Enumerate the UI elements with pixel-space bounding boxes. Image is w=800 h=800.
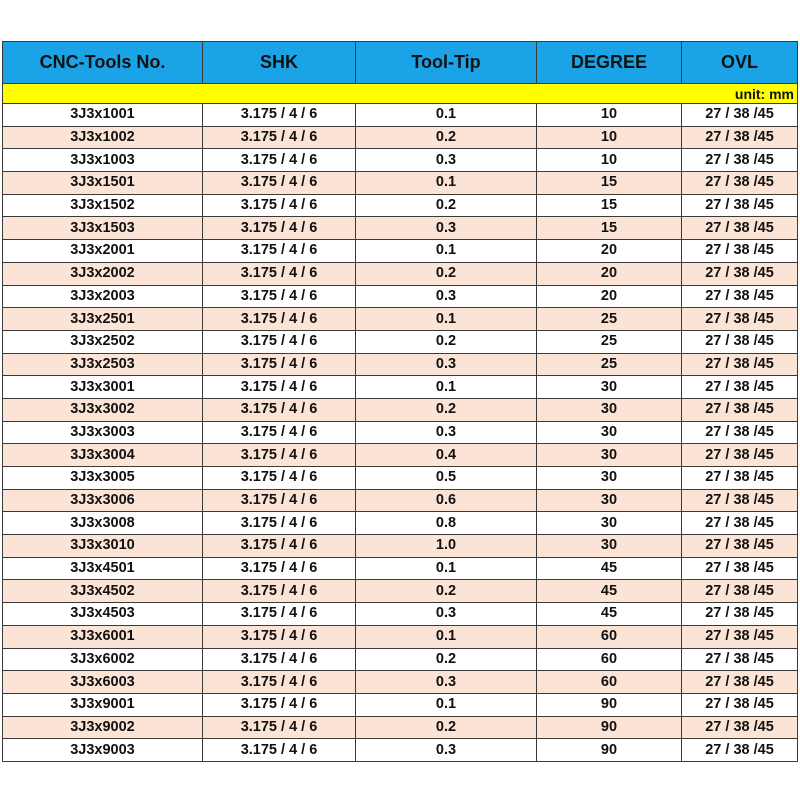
cell-shk: 3.175 / 4 / 6 bbox=[203, 149, 356, 172]
table-row bbox=[3, 467, 798, 490]
cell-ovl: 27 / 38 /45 bbox=[682, 603, 798, 626]
header-shk: SHK bbox=[203, 42, 356, 84]
cell-tool-number: 3J3x4502 bbox=[3, 580, 203, 603]
cell-tool-tip: 0.3 bbox=[356, 421, 537, 444]
unit-section bbox=[3, 84, 798, 104]
cell-ovl: 27 / 38 /45 bbox=[682, 739, 798, 762]
cell-tool-number: 3J3x2002 bbox=[3, 262, 203, 285]
cell-tool-number: 3J3x6003 bbox=[3, 671, 203, 694]
cell-shk: 3.175 / 4 / 6 bbox=[203, 489, 356, 512]
table-body bbox=[3, 104, 798, 762]
cell-tool-number: 3J3x3003 bbox=[3, 421, 203, 444]
cell-ovl: 27 / 38 /45 bbox=[682, 489, 798, 512]
cell-shk: 3.175 / 4 / 6 bbox=[203, 444, 356, 467]
cell-degree: 15 bbox=[537, 194, 682, 217]
header-ovl: OVL bbox=[682, 42, 798, 84]
table-row bbox=[3, 308, 798, 331]
cell-ovl: 27 / 38 /45 bbox=[682, 308, 798, 331]
cell-ovl: 27 / 38 /45 bbox=[682, 625, 798, 648]
cell-ovl: 27 / 38 /45 bbox=[682, 580, 798, 603]
cell-ovl: 27 / 38 /45 bbox=[682, 217, 798, 240]
cell-tool-number: 3J3x3005 bbox=[3, 467, 203, 490]
table-row bbox=[3, 353, 798, 376]
cell-degree: 30 bbox=[537, 512, 682, 535]
cell-ovl: 27 / 38 /45 bbox=[682, 240, 798, 263]
cell-tool-tip: 0.3 bbox=[356, 149, 537, 172]
table-row bbox=[3, 240, 798, 263]
spec-table-container bbox=[2, 41, 797, 762]
cell-degree: 20 bbox=[537, 262, 682, 285]
cell-shk: 3.175 / 4 / 6 bbox=[203, 104, 356, 127]
cell-ovl: 27 / 38 /45 bbox=[682, 671, 798, 694]
cell-degree: 45 bbox=[537, 603, 682, 626]
cell-tool-tip: 0.4 bbox=[356, 444, 537, 467]
cell-shk: 3.175 / 4 / 6 bbox=[203, 126, 356, 149]
cell-degree: 25 bbox=[537, 330, 682, 353]
cell-shk: 3.175 / 4 / 6 bbox=[203, 535, 356, 558]
header-cnc-tools-no: CNC-Tools No. bbox=[3, 42, 203, 84]
cell-ovl: 27 / 38 /45 bbox=[682, 353, 798, 376]
cell-tool-number: 3J3x6002 bbox=[3, 648, 203, 671]
cell-degree: 30 bbox=[537, 398, 682, 421]
cell-degree: 60 bbox=[537, 625, 682, 648]
cell-degree: 25 bbox=[537, 308, 682, 331]
cell-ovl: 27 / 38 /45 bbox=[682, 693, 798, 716]
table-row bbox=[3, 104, 798, 127]
cell-degree: 45 bbox=[537, 557, 682, 580]
cell-ovl: 27 / 38 /45 bbox=[682, 172, 798, 195]
table-row bbox=[3, 217, 798, 240]
cell-tool-number: 3J3x4501 bbox=[3, 557, 203, 580]
cell-degree: 90 bbox=[537, 739, 682, 762]
cell-tool-tip: 0.3 bbox=[356, 671, 537, 694]
cell-tool-number: 3J3x9003 bbox=[3, 739, 203, 762]
cell-shk: 3.175 / 4 / 6 bbox=[203, 580, 356, 603]
cell-tool-number: 3J3x9001 bbox=[3, 693, 203, 716]
cell-tool-tip: 0.2 bbox=[356, 398, 537, 421]
table-row bbox=[3, 421, 798, 444]
cell-tool-tip: 0.3 bbox=[356, 217, 537, 240]
cell-ovl: 27 / 38 /45 bbox=[682, 444, 798, 467]
cell-ovl: 27 / 38 /45 bbox=[682, 126, 798, 149]
cell-degree: 30 bbox=[537, 535, 682, 558]
table-row bbox=[3, 285, 798, 308]
cell-shk: 3.175 / 4 / 6 bbox=[203, 512, 356, 535]
cell-shk: 3.175 / 4 / 6 bbox=[203, 671, 356, 694]
table-row bbox=[3, 398, 798, 421]
cell-shk: 3.175 / 4 / 6 bbox=[203, 716, 356, 739]
cell-tool-tip: 0.1 bbox=[356, 172, 537, 195]
cell-ovl: 27 / 38 /45 bbox=[682, 194, 798, 217]
cell-shk: 3.175 / 4 / 6 bbox=[203, 467, 356, 490]
cell-tool-tip: 0.3 bbox=[356, 603, 537, 626]
cell-ovl: 27 / 38 /45 bbox=[682, 330, 798, 353]
cell-degree: 30 bbox=[537, 421, 682, 444]
cell-ovl: 27 / 38 /45 bbox=[682, 149, 798, 172]
cell-degree: 60 bbox=[537, 648, 682, 671]
cell-ovl: 27 / 38 /45 bbox=[682, 398, 798, 421]
cell-tool-tip: 0.3 bbox=[356, 739, 537, 762]
cell-degree: 15 bbox=[537, 217, 682, 240]
cell-tool-tip: 0.5 bbox=[356, 467, 537, 490]
cell-tool-number: 3J3x9002 bbox=[3, 716, 203, 739]
cell-tool-tip: 0.2 bbox=[356, 262, 537, 285]
table-row bbox=[3, 648, 798, 671]
cell-shk: 3.175 / 4 / 6 bbox=[203, 194, 356, 217]
cell-shk: 3.175 / 4 / 6 bbox=[203, 285, 356, 308]
cell-degree: 30 bbox=[537, 444, 682, 467]
table-row bbox=[3, 330, 798, 353]
cell-tool-number: 3J3x1503 bbox=[3, 217, 203, 240]
cell-shk: 3.175 / 4 / 6 bbox=[203, 376, 356, 399]
cell-tool-tip: 0.2 bbox=[356, 126, 537, 149]
spec-table bbox=[2, 41, 798, 762]
cell-shk: 3.175 / 4 / 6 bbox=[203, 172, 356, 195]
table-row bbox=[3, 489, 798, 512]
table-row bbox=[3, 512, 798, 535]
cell-degree: 20 bbox=[537, 285, 682, 308]
cell-tool-tip: 0.2 bbox=[356, 194, 537, 217]
cell-shk: 3.175 / 4 / 6 bbox=[203, 398, 356, 421]
table-row bbox=[3, 535, 798, 558]
cell-shk: 3.175 / 4 / 6 bbox=[203, 648, 356, 671]
cell-shk: 3.175 / 4 / 6 bbox=[203, 421, 356, 444]
unit-label: unit: mm bbox=[3, 84, 798, 104]
cell-tool-tip: 0.3 bbox=[356, 285, 537, 308]
cell-tool-number: 3J3x1002 bbox=[3, 126, 203, 149]
cell-tool-number: 3J3x1001 bbox=[3, 104, 203, 127]
table-row bbox=[3, 172, 798, 195]
cell-shk: 3.175 / 4 / 6 bbox=[203, 308, 356, 331]
header-row bbox=[3, 42, 798, 84]
table-row bbox=[3, 693, 798, 716]
table-row bbox=[3, 739, 798, 762]
cell-degree: 30 bbox=[537, 376, 682, 399]
cell-tool-tip: 0.1 bbox=[356, 557, 537, 580]
cell-degree: 10 bbox=[537, 149, 682, 172]
cell-tool-number: 3J3x6001 bbox=[3, 625, 203, 648]
cell-ovl: 27 / 38 /45 bbox=[682, 557, 798, 580]
cell-tool-number: 3J3x3001 bbox=[3, 376, 203, 399]
table-row bbox=[3, 557, 798, 580]
table-row bbox=[3, 580, 798, 603]
table-header bbox=[3, 42, 798, 84]
cell-degree: 90 bbox=[537, 716, 682, 739]
cell-ovl: 27 / 38 /45 bbox=[682, 512, 798, 535]
cell-tool-tip: 1.0 bbox=[356, 535, 537, 558]
cell-degree: 90 bbox=[537, 693, 682, 716]
cell-tool-tip: 0.1 bbox=[356, 308, 537, 331]
cell-tool-number: 3J3x2503 bbox=[3, 353, 203, 376]
cell-ovl: 27 / 38 /45 bbox=[682, 262, 798, 285]
cell-tool-number: 3J3x3004 bbox=[3, 444, 203, 467]
cell-shk: 3.175 / 4 / 6 bbox=[203, 693, 356, 716]
cell-shk: 3.175 / 4 / 6 bbox=[203, 353, 356, 376]
header-tool-tip: Tool-Tip bbox=[356, 42, 537, 84]
cell-ovl: 27 / 38 /45 bbox=[682, 467, 798, 490]
cell-tool-tip: 0.1 bbox=[356, 376, 537, 399]
cell-ovl: 27 / 38 /45 bbox=[682, 648, 798, 671]
cell-tool-tip: 0.3 bbox=[356, 353, 537, 376]
cell-tool-number: 3J3x3010 bbox=[3, 535, 203, 558]
cell-tool-tip: 0.1 bbox=[356, 625, 537, 648]
table-row bbox=[3, 194, 798, 217]
cell-tool-tip: 0.1 bbox=[356, 104, 537, 127]
table-row bbox=[3, 716, 798, 739]
cell-tool-tip: 0.2 bbox=[356, 648, 537, 671]
cell-tool-number: 3J3x3006 bbox=[3, 489, 203, 512]
cell-tool-tip: 0.8 bbox=[356, 512, 537, 535]
cell-tool-tip: 0.1 bbox=[356, 240, 537, 263]
table-row bbox=[3, 625, 798, 648]
cell-degree: 45 bbox=[537, 580, 682, 603]
cell-degree: 10 bbox=[537, 104, 682, 127]
cell-tool-number: 3J3x1501 bbox=[3, 172, 203, 195]
cell-tool-number: 3J3x2501 bbox=[3, 308, 203, 331]
cell-ovl: 27 / 38 /45 bbox=[682, 104, 798, 127]
cell-degree: 20 bbox=[537, 240, 682, 263]
cell-tool-number: 3J3x1502 bbox=[3, 194, 203, 217]
cell-tool-number: 3J3x2003 bbox=[3, 285, 203, 308]
cell-shk: 3.175 / 4 / 6 bbox=[203, 739, 356, 762]
cell-tool-number: 3J3x3008 bbox=[3, 512, 203, 535]
cell-shk: 3.175 / 4 / 6 bbox=[203, 262, 356, 285]
cell-tool-tip: 0.6 bbox=[356, 489, 537, 512]
cell-tool-tip: 0.2 bbox=[356, 330, 537, 353]
cell-tool-number: 3J3x2001 bbox=[3, 240, 203, 263]
cell-shk: 3.175 / 4 / 6 bbox=[203, 217, 356, 240]
cell-degree: 30 bbox=[537, 489, 682, 512]
cell-tool-tip: 0.1 bbox=[356, 693, 537, 716]
cell-shk: 3.175 / 4 / 6 bbox=[203, 240, 356, 263]
cell-shk: 3.175 / 4 / 6 bbox=[203, 330, 356, 353]
table-row bbox=[3, 444, 798, 467]
table-row bbox=[3, 262, 798, 285]
cell-tool-number: 3J3x2502 bbox=[3, 330, 203, 353]
cell-shk: 3.175 / 4 / 6 bbox=[203, 603, 356, 626]
table-row bbox=[3, 671, 798, 694]
unit-row bbox=[3, 84, 798, 104]
cell-ovl: 27 / 38 /45 bbox=[682, 376, 798, 399]
cell-tool-tip: 0.2 bbox=[356, 580, 537, 603]
cell-degree: 10 bbox=[537, 126, 682, 149]
cell-shk: 3.175 / 4 / 6 bbox=[203, 557, 356, 580]
cell-tool-number: 3J3x3002 bbox=[3, 398, 203, 421]
cell-degree: 25 bbox=[537, 353, 682, 376]
cell-shk: 3.175 / 4 / 6 bbox=[203, 625, 356, 648]
table-row bbox=[3, 149, 798, 172]
cell-ovl: 27 / 38 /45 bbox=[682, 285, 798, 308]
cell-tool-number: 3J3x1003 bbox=[3, 149, 203, 172]
table-row bbox=[3, 603, 798, 626]
cell-ovl: 27 / 38 /45 bbox=[682, 421, 798, 444]
cell-degree: 30 bbox=[537, 467, 682, 490]
cell-tool-number: 3J3x4503 bbox=[3, 603, 203, 626]
table-row bbox=[3, 126, 798, 149]
cell-tool-tip: 0.2 bbox=[356, 716, 537, 739]
table-row bbox=[3, 376, 798, 399]
cell-ovl: 27 / 38 /45 bbox=[682, 716, 798, 739]
header-degree: DEGREE bbox=[537, 42, 682, 84]
cell-ovl: 27 / 38 /45 bbox=[682, 535, 798, 558]
cell-degree: 15 bbox=[537, 172, 682, 195]
cell-degree: 60 bbox=[537, 671, 682, 694]
